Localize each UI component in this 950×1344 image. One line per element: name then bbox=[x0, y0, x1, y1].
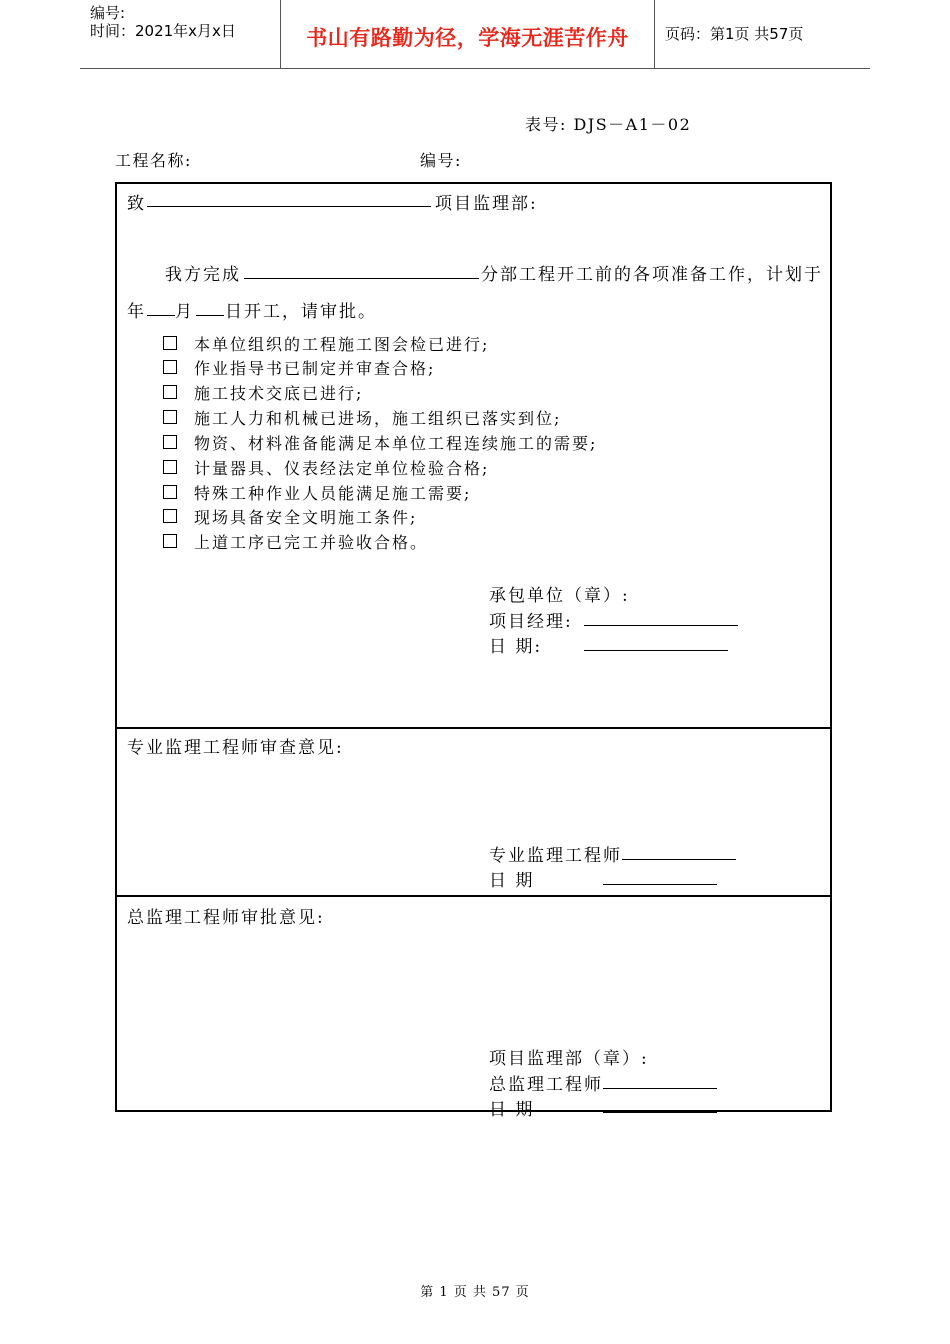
checkbox-9[interactable] bbox=[163, 534, 177, 548]
checklist-item: 现场具备安全文明施工条件; bbox=[194, 508, 418, 527]
header-page-cell bbox=[655, 0, 870, 68]
checkbox-2[interactable] bbox=[163, 360, 177, 374]
section-divider-1 bbox=[117, 727, 830, 729]
date-label-2: 日 期 bbox=[489, 871, 535, 891]
checklist-item: 上道工序已完工并验收合格。 bbox=[194, 533, 429, 552]
dept-seal-label: 项目监理部（章）: bbox=[489, 1049, 649, 1069]
checklist-item: 作业指导书已制定并审查合格; bbox=[194, 359, 436, 378]
time-label: 时间：2021年x月x日 bbox=[90, 22, 236, 40]
recipient-blank[interactable] bbox=[147, 206, 431, 207]
project-manager-label: 项目经理: bbox=[489, 612, 573, 632]
line1-suffix: 分部工程开工前的各项准备工作，计划于 bbox=[481, 265, 823, 285]
chief-engineer-blank[interactable] bbox=[603, 1088, 717, 1089]
date-label-3: 日 期 bbox=[489, 1100, 535, 1120]
checklist-item: 物资、材料准备能满足本单位工程连续施工的需要; bbox=[194, 434, 598, 453]
checklist-item: 施工人力和机械已进场，施工组织已落实到位; bbox=[194, 409, 562, 428]
page-footer: 第 1 页 共 57 页 bbox=[420, 1285, 530, 1300]
motto: 书山有路勤为径，学海无涯苦作舟 bbox=[306, 26, 629, 50]
header-meta-cell bbox=[80, 0, 281, 68]
to-prefix: 致 bbox=[127, 194, 146, 214]
checkbox-5[interactable] bbox=[163, 435, 177, 449]
recipient-suffix: 项目监理部: bbox=[435, 194, 538, 214]
checkbox-8[interactable] bbox=[163, 509, 177, 523]
month-label: 月 bbox=[175, 302, 194, 322]
page-info: 页码：第1页 共57页 bbox=[665, 25, 804, 43]
day-label: 日开工，请审批。 bbox=[225, 302, 377, 322]
checkbox-4[interactable] bbox=[163, 410, 177, 424]
checkbox-7[interactable] bbox=[163, 485, 177, 499]
application-form bbox=[115, 182, 832, 1120]
section-divider-2 bbox=[117, 895, 830, 897]
header-motto-cell bbox=[281, 0, 655, 68]
checklist-item: 计量器具、仪表经法定单位检验合格; bbox=[194, 459, 490, 478]
checklist-item: 本单位组织的工程施工图会检已进行; bbox=[194, 335, 490, 354]
engineer-blank[interactable] bbox=[622, 859, 736, 860]
date-label-1: 日 期: bbox=[489, 637, 543, 657]
doc-number-label: 编号: bbox=[90, 4, 126, 22]
month-blank[interactable] bbox=[147, 315, 175, 316]
section3-title: 总监理工程师审批意见: bbox=[127, 908, 325, 928]
engineer-label: 专业监理工程师 bbox=[489, 846, 622, 866]
table-number: 表号: DJS－A1－02 bbox=[525, 115, 692, 134]
checkbox-6[interactable] bbox=[163, 460, 177, 474]
checklist-item: 施工技术交底已进行; bbox=[194, 384, 364, 403]
project-name-label: 工程名称: bbox=[115, 151, 192, 170]
checkbox-3[interactable] bbox=[163, 385, 177, 399]
checkbox-1[interactable] bbox=[163, 336, 177, 350]
line1-prefix: 我方完成 bbox=[165, 265, 241, 285]
year-label: 年 bbox=[127, 302, 146, 322]
subproject-blank[interactable] bbox=[244, 278, 479, 279]
contractor-label: 承包单位（章）: bbox=[489, 586, 630, 606]
number-label: 编号: bbox=[420, 151, 462, 170]
page-header bbox=[80, 0, 870, 69]
date-blank-1[interactable] bbox=[584, 650, 728, 651]
date-blank-2[interactable] bbox=[603, 884, 717, 885]
project-manager-blank[interactable] bbox=[584, 625, 738, 626]
chief-engineer-label: 总监理工程师 bbox=[489, 1075, 603, 1095]
day-blank[interactable] bbox=[196, 315, 224, 316]
checklist-item: 特殊工种作业人员能满足施工需要; bbox=[194, 484, 472, 503]
section2-title: 专业监理工程师审查意见: bbox=[127, 738, 344, 758]
date-blank-3[interactable] bbox=[603, 1112, 717, 1113]
